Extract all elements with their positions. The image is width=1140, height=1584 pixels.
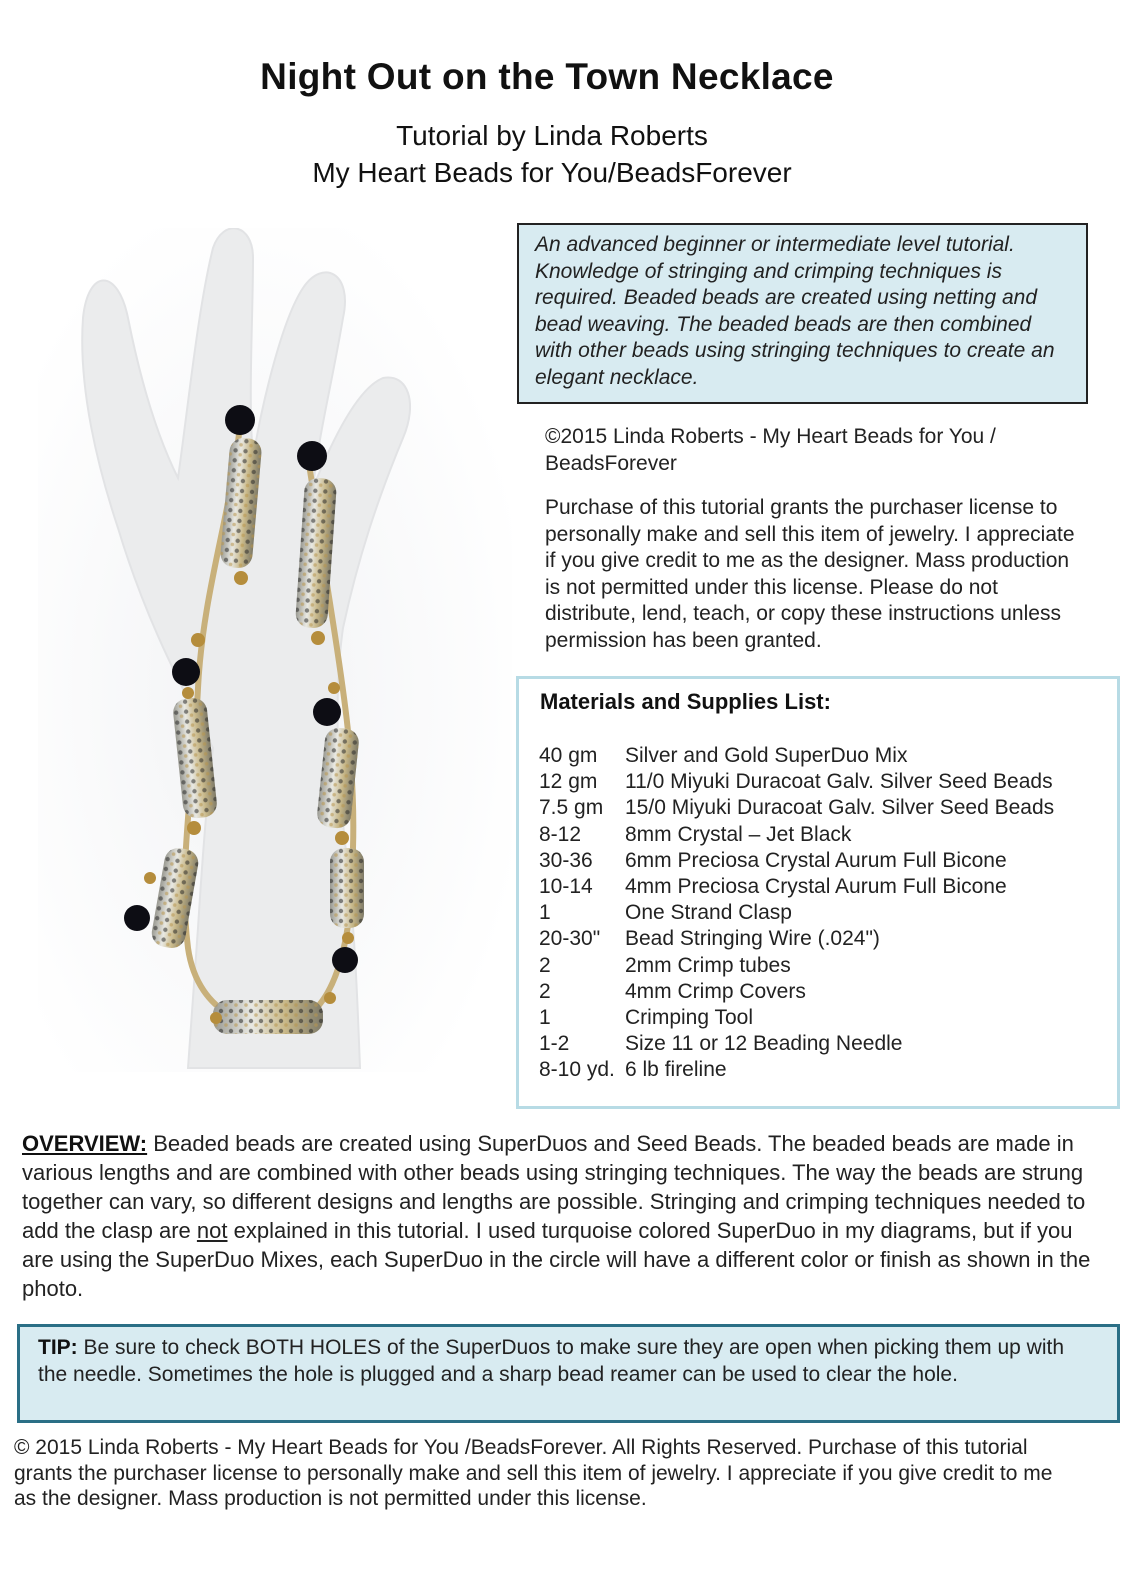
material-desc: 4mm Crimp Covers (625, 979, 806, 1003)
footer-copyright: © 2015 Linda Roberts - My Heart Beads for You /BeadsForever. All Rights Reserved. Purchase of this tutorial grants the purchaser license to personally make and sell this item of jewelry. I appreciate if you give credit to me as the designer. Mass production is not permitted under this license. (14, 1436, 1053, 1510)
material-desc: 8mm Crystal – Jet Black (625, 822, 852, 846)
material-qty: 30-36 (539, 848, 593, 872)
material-qty: 8-10 yd. (539, 1058, 615, 1082)
material-desc: 6mm Preciosa Crystal Aurum Full Bicone (625, 848, 1007, 872)
materials-row (537, 1005, 1099, 1031)
subtitle-brand: My Heart Beads for You/BeadsForever (312, 157, 792, 188)
subtitle-author: Tutorial by Linda Roberts (396, 120, 708, 151)
materials-row (537, 743, 1099, 769)
material-qty: 12 gm (539, 770, 598, 794)
materials-row (537, 1057, 1099, 1083)
overview-emphasis: not (196, 1218, 228, 1243)
material-qty: 1-2 (539, 1032, 570, 1056)
material-qty: 2 (539, 979, 551, 1003)
materials-row (537, 769, 1099, 795)
material-desc: Size 11 or 12 Beading Needle (625, 1032, 903, 1056)
materials-row (537, 926, 1099, 952)
material-qty: 40 gm (539, 744, 598, 767)
material-desc: Crimping Tool (625, 1006, 753, 1030)
material-desc: 6 lb fireline (625, 1058, 727, 1082)
materials-row (537, 900, 1099, 926)
materials-row (537, 822, 1099, 848)
overview-section (22, 1129, 1107, 1303)
intro-box (517, 223, 1088, 404)
material-desc: One Strand Clasp (625, 901, 792, 925)
material-desc: Silver and Gold SuperDuo Mix (625, 744, 908, 767)
overview-label: OVERVIEW: (22, 1131, 148, 1156)
bottom-beaded-bead (213, 1000, 323, 1034)
materials-row (537, 1031, 1099, 1057)
material-qty: 2 (539, 953, 551, 977)
materials-row (537, 979, 1099, 1005)
material-qty: 10-14 (539, 875, 593, 899)
materials-box (516, 676, 1120, 1109)
tip-label: TIP: (38, 1336, 78, 1359)
material-desc: Bead Stringing Wire (.024") (625, 927, 880, 951)
materials-row (537, 795, 1099, 821)
material-qty: 8-12 (539, 822, 582, 846)
page-title: Night Out on the Town Necklace (260, 56, 834, 97)
material-qty: 1 (539, 1006, 551, 1030)
copyright-notice: ©2015 Linda Roberts - My Heart Beads for You / BeadsForever (545, 425, 996, 475)
material-desc: 11/0 Miyuki Duracoat Galv. Silver Seed Beads (625, 770, 1053, 794)
material-desc: 15/0 Miyuki Duracoat Galv. Silver Seed Beads (625, 796, 1055, 820)
material-qty: 1 (539, 901, 551, 925)
material-desc: 4mm Preciosa Crystal Aurum Full Bicone (625, 875, 1007, 899)
tip-text: Be sure to check BOTH HOLES of the SuperDuos to make sure they are open when picking them up with the needle. Sometimes the hole is plugged and a sharp bead reamer can be used to clear the hole. (38, 1336, 1065, 1386)
necklace-photo (38, 228, 512, 1072)
material-desc: 2mm Crimp tubes (625, 953, 791, 977)
materials-row (537, 848, 1099, 874)
material-qty: 7.5 gm (539, 796, 604, 820)
tip-box (17, 1324, 1120, 1423)
materials-row (537, 953, 1099, 979)
materials-heading: Materials and Supplies List: (540, 689, 831, 714)
license-text: Purchase of this tutorial grants the purchaser license to personally make and sell this item of jewelry. I appreciate if you give credit to me as the designer. Mass production is not permitted under this license. Please do not distribute, lend, teach, or copy these instructions unless permission has been granted. (545, 496, 1075, 652)
overview-text-part2: explained in this tutorial. I used turquoise colored SuperDuo in my diagrams, but if you are using the SuperDuo Mixes, each SuperDuo in the circle will have a different color or finish as shown in the photo. (22, 1218, 1091, 1301)
material-qty: 20-30" (539, 927, 601, 951)
intro-text: An advanced beginner or intermediate level tutorial. Knowledge of stringing and crimping techniques is required. Beaded beads are created using netting and bead weaving. The beaded beads are then combined with other beads using stringing techniques to create an elegant necklace. (535, 233, 1055, 389)
overview-text-part1: Beaded beads are created using SuperDuos and Seed Beads. The beaded beads are made in various lengths and are combined with other beads using stringing techniques. The way the beads are strung together can vary, so different designs and lengths are possible. Stringing and crimping techniques needed to add the clasp are (22, 1131, 1086, 1243)
materials-row (537, 874, 1099, 900)
